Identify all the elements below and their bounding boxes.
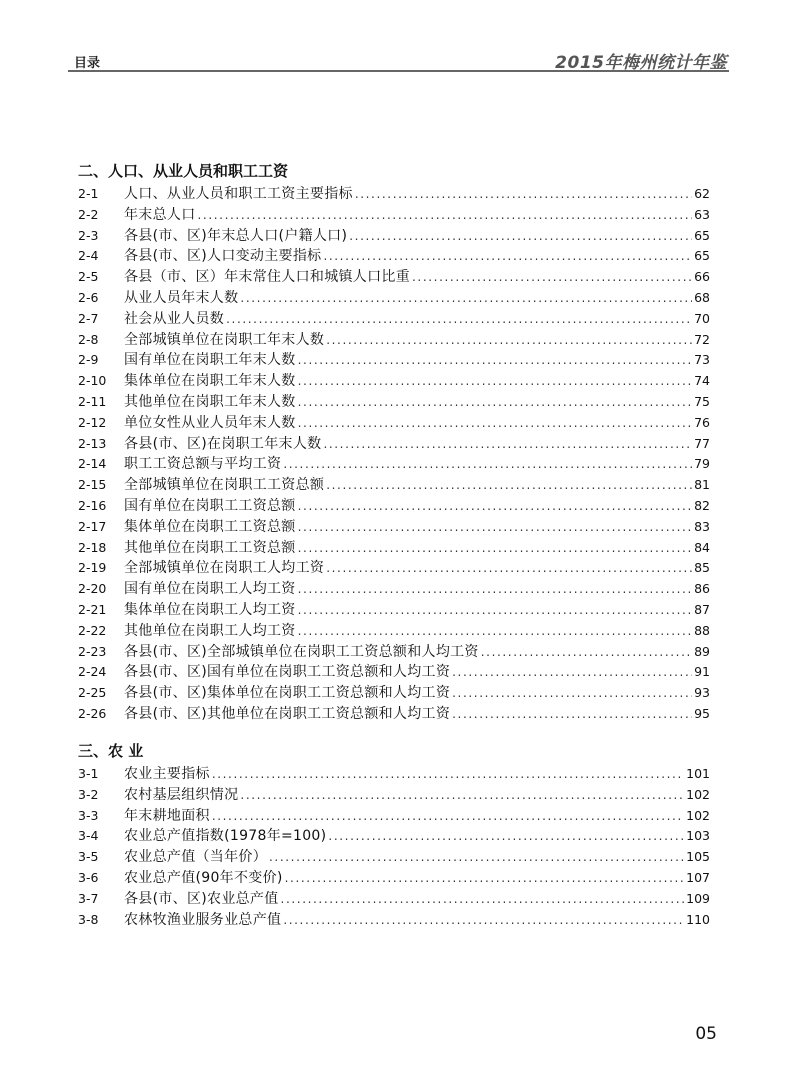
toc-entry-number: 2-3 xyxy=(78,227,99,243)
toc-entry-title: 全部城镇单位在岗职工工资总额 xyxy=(124,477,325,494)
toc-entry-page: 91 xyxy=(694,664,710,680)
toc-entry-title: 单位女性从业人员年末人数 xyxy=(124,414,296,431)
toc-leader-dots xyxy=(323,434,692,455)
toc-entry-number: 3-3 xyxy=(78,807,99,823)
toc-entry-number: 2-10 xyxy=(78,373,107,389)
toc-leader-dots xyxy=(283,454,692,475)
section-title-population: 二、人口、从业人员和职工工资 xyxy=(78,162,289,180)
toc-entry-page: 105 xyxy=(686,849,710,865)
toc-leader-dots xyxy=(326,330,692,351)
toc-entry[interactable] xyxy=(78,413,710,434)
toc-entry-page: 102 xyxy=(686,807,710,823)
toc-entry-page: 65 xyxy=(694,248,710,264)
toc-leader-dots xyxy=(326,558,692,579)
section-title-agriculture: 三、农 业 xyxy=(78,742,144,760)
toc-entry[interactable] xyxy=(78,683,710,704)
toc-entry[interactable] xyxy=(78,662,710,683)
toc-entry[interactable] xyxy=(78,392,710,413)
toc-entry[interactable] xyxy=(78,330,710,351)
toc-entry[interactable] xyxy=(78,371,710,392)
toc-leader-dots xyxy=(326,475,692,496)
toc-entry-page: 109 xyxy=(686,890,710,906)
toc-entry-title: 农业总产值（当年价） xyxy=(124,849,267,866)
toc-entry-number: 2-20 xyxy=(78,581,107,597)
toc-entry-page: 93 xyxy=(694,685,710,701)
toc-entry-number: 2-2 xyxy=(78,206,99,222)
toc-entry-number: 2-6 xyxy=(78,289,99,305)
toc-leader-dots xyxy=(298,538,692,559)
toc-entry-page: 73 xyxy=(694,352,710,368)
toc-entry-page: 66 xyxy=(694,269,710,285)
toc-entry-title: 国有单位在岗职工人均工资 xyxy=(124,581,296,598)
toc-entry-title: 年末总人口 xyxy=(124,206,196,223)
toc-entry-number: 2-25 xyxy=(78,685,107,701)
toc-entry[interactable] xyxy=(78,496,710,517)
toc-entry-title: 各县(市、区)人口变动主要指标 xyxy=(124,248,322,265)
toc-entry-title: 各县(市、区)国有单位在岗职工工资总额和人均工资 xyxy=(124,664,451,681)
toc-entry-page: 102 xyxy=(686,786,710,802)
toc-entry-title: 各县（市、区）年末常住人口和城镇人口比重 xyxy=(124,269,410,286)
toc-entry-title: 农业主要指标 xyxy=(124,766,210,782)
toc-entry[interactable] xyxy=(78,868,710,889)
toc-leader-dots xyxy=(283,910,684,931)
toc-entry-title: 各县(市、区)集体单位在岗职工工资总额和人均工资 xyxy=(124,685,451,702)
toc-entry-title: 农业总产值(90年不变价) xyxy=(124,869,283,886)
toc-entry-page: 76 xyxy=(694,414,710,430)
toc-entry[interactable] xyxy=(78,847,710,868)
toc-leader-dots xyxy=(240,288,692,309)
toc-leader-dots xyxy=(328,826,684,847)
toc-leader-dots xyxy=(298,517,692,538)
toc-leader-dots xyxy=(452,662,692,683)
toc-entry[interactable] xyxy=(78,621,710,642)
toc-leader-dots xyxy=(212,806,684,827)
toc-entry-page: 65 xyxy=(694,227,710,243)
toc-entry-title: 集体单位在岗职工人均工资 xyxy=(124,601,296,618)
toc-entry-page: 84 xyxy=(694,539,710,555)
toc-entry-number: 3-1 xyxy=(78,766,99,781)
toc-entry-page: 103 xyxy=(686,828,710,844)
toc-entry-number: 3-4 xyxy=(78,828,99,844)
toc-entry[interactable] xyxy=(78,184,710,205)
toc-entry[interactable] xyxy=(78,910,710,931)
toc-entry-page: 88 xyxy=(694,622,710,638)
toc-entry-page: 101 xyxy=(686,766,710,781)
toc-leader-dots xyxy=(323,246,692,267)
toc-entry-number: 3-7 xyxy=(78,890,99,906)
toc-entry[interactable] xyxy=(78,517,710,538)
toc-entry-number: 2-15 xyxy=(78,477,107,493)
toc-entry[interactable] xyxy=(78,309,710,330)
toc-entry-number: 2-13 xyxy=(78,435,107,451)
toc-entry-number: 2-1 xyxy=(78,186,99,201)
toc-entry-page: 107 xyxy=(686,869,710,885)
toc-leader-dots xyxy=(298,392,692,413)
toc-entry[interactable] xyxy=(78,600,710,621)
toc-entry-title: 各县(市、区)全部城镇单位在岗职工工资总额和人均工资 xyxy=(124,643,479,660)
toc-entry-page: 79 xyxy=(694,456,710,472)
toc-entry-number: 2-5 xyxy=(78,269,99,285)
toc-entry-page: 89 xyxy=(694,643,710,659)
toc-leader-dots xyxy=(240,785,684,806)
toc-entry-number: 2-9 xyxy=(78,352,99,368)
toc-entry[interactable] xyxy=(78,350,710,371)
toc-entry-number: 2-14 xyxy=(78,456,107,472)
toc-entry-title: 各县(市、区)在岗职工年末人数 xyxy=(124,435,322,452)
toc-leader-dots xyxy=(269,847,684,868)
toc-entry-number: 2-23 xyxy=(78,643,107,659)
header-book-title: 2015年梅州统计年鉴 xyxy=(555,53,727,73)
toc-entry[interactable] xyxy=(78,826,710,847)
toc-entry-number: 2-11 xyxy=(78,393,107,409)
toc-entry[interactable] xyxy=(78,558,710,579)
toc-leader-dots xyxy=(481,642,692,663)
toc-entry-page: 68 xyxy=(694,289,710,305)
toc-entry-page: 81 xyxy=(694,477,710,493)
toc-entry[interactable] xyxy=(78,642,710,663)
toc-leader-dots xyxy=(212,764,684,785)
toc-entry[interactable] xyxy=(78,806,710,827)
toc-entry-title: 国有单位在岗职工年末人数 xyxy=(124,352,296,369)
toc-leader-dots xyxy=(285,868,685,889)
toc-entry-page: 72 xyxy=(694,331,710,347)
toc-leader-dots xyxy=(298,350,692,371)
toc-entry[interactable] xyxy=(78,889,710,910)
toc-leader-dots xyxy=(349,226,692,247)
toc-entry-page: 86 xyxy=(694,581,710,597)
toc-entry-number: 2-26 xyxy=(78,705,107,721)
toc-leader-dots xyxy=(298,496,692,517)
toc-entry[interactable] xyxy=(78,475,710,496)
toc-entry-number: 2-16 xyxy=(78,497,107,513)
toc-entry-number: 2-17 xyxy=(78,518,107,534)
toc-entry-number: 2-12 xyxy=(78,414,107,430)
toc-leader-dots xyxy=(452,704,692,725)
toc-entry-number: 2-24 xyxy=(78,664,107,680)
toc-leader-dots xyxy=(452,683,692,704)
toc-entry-page: 77 xyxy=(694,435,710,451)
toc-entry-page: 95 xyxy=(694,705,710,721)
toc-entry[interactable] xyxy=(78,205,710,226)
toc-entry-page: 83 xyxy=(694,518,710,534)
toc-leader-dots xyxy=(412,267,692,288)
toc-entry[interactable] xyxy=(78,785,710,806)
toc-entry-page: 63 xyxy=(694,206,710,222)
toc-leader-dots xyxy=(298,413,692,434)
toc-entry-page: 74 xyxy=(694,373,710,389)
toc-entry[interactable] xyxy=(78,267,710,288)
toc-entry-number: 3-6 xyxy=(78,869,99,885)
toc-entry[interactable] xyxy=(78,538,710,559)
toc-list-agriculture xyxy=(78,764,710,930)
toc-entry-title: 集体单位在岗职工工资总额 xyxy=(124,518,296,535)
toc-entry-page: 75 xyxy=(694,393,710,409)
toc-entry-number: 2-18 xyxy=(78,539,107,555)
toc-entry[interactable] xyxy=(78,434,710,455)
toc-entry[interactable] xyxy=(78,704,710,725)
toc-entry-title: 国有单位在岗职工工资总额 xyxy=(124,497,296,514)
toc-entry-title: 人口、从业人员和职工工资主要指标 xyxy=(124,186,353,202)
toc-entry-title: 各县(市、区)农业总产值 xyxy=(124,890,279,907)
toc-entry-title: 从业人员年末人数 xyxy=(124,289,239,306)
toc-entry-title: 其他单位在岗职工年末人数 xyxy=(124,393,296,410)
toc-entry-number: 2-7 xyxy=(78,310,99,326)
header-section-label: 目录 xyxy=(74,56,101,71)
toc-entry-title: 其他单位在岗职工人均工资 xyxy=(124,622,296,639)
toc-entry-title: 各县(市、区)年末总人口(户籍人口) xyxy=(124,227,348,244)
toc-entry-title: 农村基层组织情况 xyxy=(124,786,239,803)
toc-entry-title: 全部城镇单位在岗职工年末人数 xyxy=(124,331,325,348)
toc-entry-number: 2-22 xyxy=(78,622,107,638)
toc-leader-dots xyxy=(198,205,693,226)
header-rule xyxy=(68,70,729,72)
toc-entry-title: 各县(市、区)其他单位在岗职工工资总额和人均工资 xyxy=(124,705,451,722)
toc-entry-title: 农林牧渔业服务业总产值 xyxy=(124,911,282,928)
toc-entry-number: 2-21 xyxy=(78,601,107,617)
toc-entry-title: 全部城镇单位在岗职工人均工资 xyxy=(124,560,325,577)
toc-entry[interactable] xyxy=(78,579,710,600)
toc-entry-number: 3-5 xyxy=(78,849,99,865)
toc-leader-dots xyxy=(298,579,692,600)
toc-entry-number: 3-8 xyxy=(78,911,99,927)
toc-list-population xyxy=(78,184,710,725)
toc-entry-page: 70 xyxy=(694,310,710,326)
toc-entry-page: 87 xyxy=(694,601,710,617)
toc-entry-title: 集体单位在岗职工年末人数 xyxy=(124,373,296,390)
toc-entry-title: 农业总产值指数(1978年=100) xyxy=(124,828,327,845)
toc-entry[interactable] xyxy=(78,454,710,475)
toc-entry-title: 职工工资总额与平均工资 xyxy=(124,456,282,473)
toc-entry-title: 年末耕地面积 xyxy=(124,807,210,824)
toc-entry[interactable] xyxy=(78,246,710,267)
toc-entry[interactable] xyxy=(78,764,710,785)
toc-entry-page: 85 xyxy=(694,560,710,576)
toc-leader-dots xyxy=(298,371,692,392)
toc-leader-dots xyxy=(298,600,692,621)
toc-entry-title: 社会从业人员数 xyxy=(124,310,225,327)
toc-entry-number: 2-4 xyxy=(78,248,99,264)
toc-leader-dots xyxy=(298,621,692,642)
page-number: 05 xyxy=(695,1024,717,1044)
toc-entry[interactable] xyxy=(78,288,710,309)
toc-entry-page: 82 xyxy=(694,497,710,513)
toc-leader-dots xyxy=(281,889,685,910)
toc-entry-number: 3-2 xyxy=(78,786,99,802)
toc-entry[interactable] xyxy=(78,226,710,247)
toc-leader-dots xyxy=(355,184,692,205)
toc-entry-number: 2-8 xyxy=(78,331,99,347)
toc-entry-page: 110 xyxy=(686,911,710,927)
toc-entry-title: 其他单位在岗职工工资总额 xyxy=(124,539,296,556)
toc-entry-page: 62 xyxy=(694,186,710,201)
toc-leader-dots xyxy=(226,309,692,330)
toc-entry-number: 2-19 xyxy=(78,560,107,576)
